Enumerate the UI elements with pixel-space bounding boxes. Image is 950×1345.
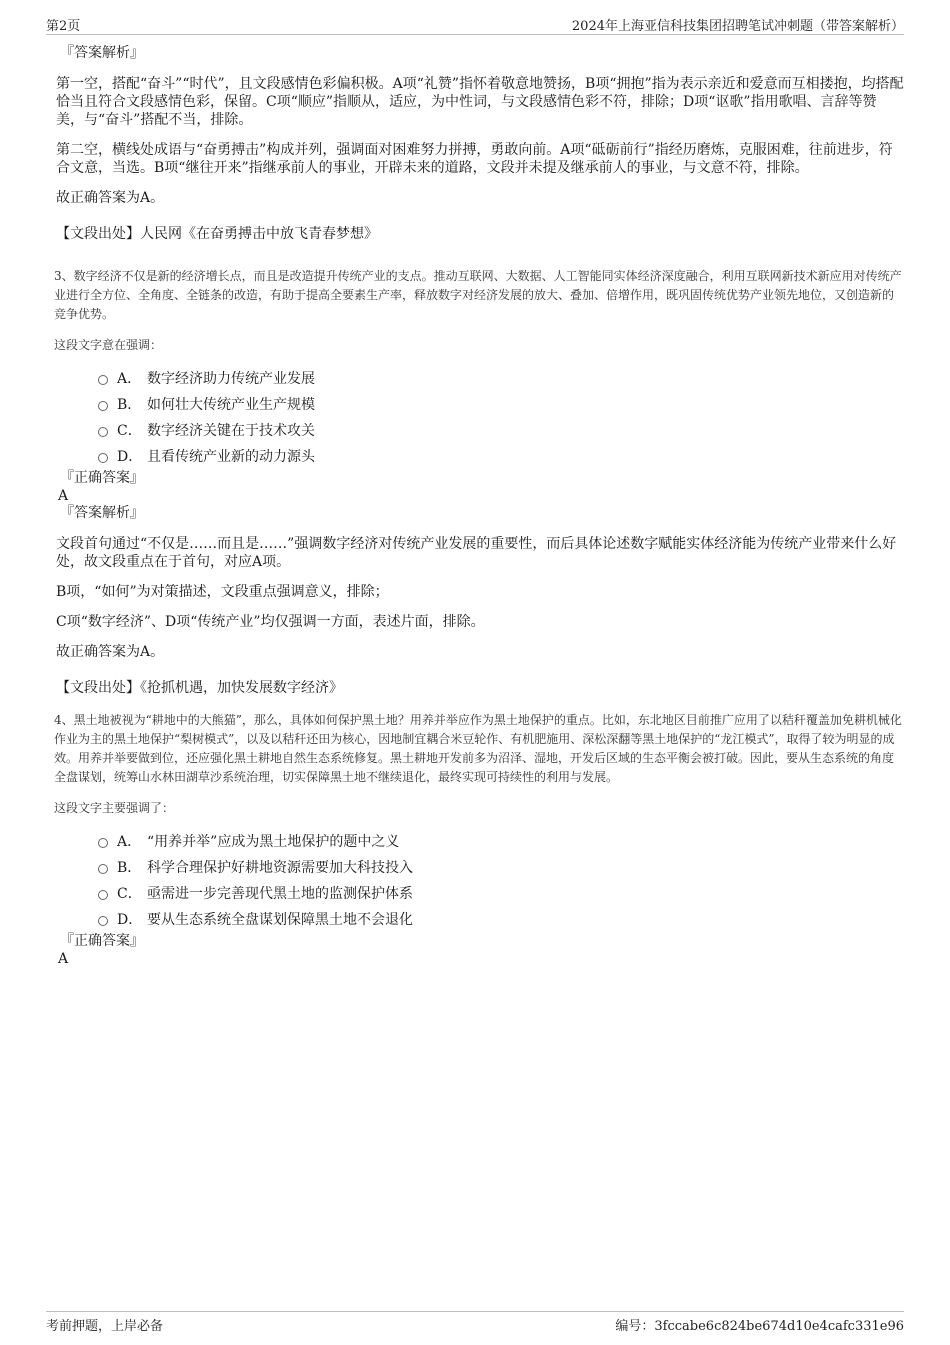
answer-label: 『正确答案』	[60, 933, 144, 949]
radio-icon[interactable]	[98, 401, 108, 411]
page-content	[56, 44, 904, 967]
page-number: 第2页	[46, 19, 81, 34]
option-b[interactable]: B． 科学合理保护好耕地资源需要加大科技投入	[98, 854, 904, 880]
analysis-paragraph: C项“数字经济”、D项“传统产业”均仅强调一方面，表述片面，排除。	[56, 614, 485, 630]
correct-answer: A	[58, 951, 69, 967]
analysis-paragraph: B项，“如何”为对策描述，文段重点强调意义，排除；	[56, 584, 389, 600]
page-header	[46, 14, 904, 35]
analysis-paragraph: 第一空，搭配“奋斗”“时代”，且文段感情色彩偏积极。A项“礼赞”指怀着敬意地赞扬，B项“拥抱”指为表示亲近和爱意而互相搂抱，均搭配恰当且符合文段感情色彩，保留。C项“顺应”指顺从，适应，为中性词，与文段感情色彩不符，排除；D项“讴歌”指用歌唱、言辞等赞美，与“奋斗”搭配不当，排除。	[56, 76, 904, 128]
analysis-paragraph: 文段首句通过“不仅是……而且是……”强调数字经济对传统产业发展的重要性，而后具体论述数字赋能实体经济能为传统产业带来什么好处，故文段重点在于首句，对应A项。	[56, 536, 897, 570]
option-list	[98, 365, 904, 469]
radio-icon[interactable]	[98, 838, 108, 848]
footer-slogan: 考前押题，上岸必备	[46, 1319, 164, 1334]
document-title: 2024年上海亚信科技集团招聘笔试冲刺题（带答案解析）	[571, 19, 904, 34]
option-d[interactable]: D． 且看传统产业新的动力源头	[98, 443, 904, 469]
option-d[interactable]: D． 要从生态系统全盘谋划保障黑土地不会退化	[98, 906, 904, 932]
question-prompt: 这段文字主要强调了：	[54, 801, 175, 815]
radio-icon[interactable]	[98, 375, 108, 385]
page-footer	[46, 1311, 904, 1332]
option-c[interactable]: C． 数字经济关键在于技术攻关	[98, 417, 904, 443]
document-id: 编号：3fccabe6c824be674d10e4cafc331e96	[615, 1319, 904, 1334]
radio-icon[interactable]	[98, 916, 108, 926]
source-citation: 【文段出处】人民网《在奋勇搏击中放飞青春梦想》	[56, 226, 378, 242]
radio-icon[interactable]	[98, 453, 108, 463]
option-b[interactable]: B． 如何壮大传统产业生产规模	[98, 391, 904, 417]
radio-icon[interactable]	[98, 427, 108, 437]
radio-icon[interactable]	[98, 864, 108, 874]
option-c[interactable]: C． 亟需进一步完善现代黑土地的监测保护体系	[98, 880, 904, 906]
option-list	[98, 828, 904, 932]
conclusion: 故正确答案为A。	[56, 644, 165, 660]
analysis-label: 『答案解析』	[60, 505, 144, 521]
radio-icon[interactable]	[98, 890, 108, 900]
question-stem: 3、数字经济不仅是新的经济增长点，而且是改造提升传统产业的支点。推动互联网、大数据、人工智能同实体经济深度融合，利用互联网新技术新应用对传统产业进行全方位、全角度、全链条的改造，有助于提高全要素生产率，释放数字对经济发展的放大、叠加、倍增作用，既巩固传统优势产业领先地位，又创造新的竞争优势。	[54, 269, 902, 321]
question-prompt: 这段文字意在强调：	[54, 338, 163, 352]
analysis-label: 『答案解析』	[60, 45, 144, 61]
option-a[interactable]: A． 数字经济助力传统产业发展	[98, 365, 904, 391]
analysis-paragraph: 第二空，横线处成语与“奋勇搏击”构成并列，强调面对困难努力拼搏，勇敢向前。A项“砥砺前行”指经历磨炼，克服困难，往前进步，符合文意，当选。B项“继往开来”指继承前人的事业，开辟未来的道路，文段并未提及继承前人的事业，与文意不符，排除。	[56, 142, 893, 176]
question-stem: 4、黑土地被视为“耕地中的大熊猫”，那么，具体如何保护黑土地？用养并举应作为黑土地保护的重点。比如，东北地区目前推广应用了以秸秆覆盖加免耕机械化作业为主的黑土地保护“梨树模式”，以及以秸秆还田为核心，因地制宜耦合米豆轮作、有机肥施用、深松深翻等黑土地保护的“龙江模式”，取得了较为明显的成效。用养并举要做到位，还应强化黑土耕地自然生态系统修复。黑土耕地开发前多为沼泽、湿地，开发后区域的生态平衡会被打破。因此，要从生态系统的角度全盘谋划，统筹山水林田湖草沙系统治理，切实保障黑土地不继续退化，最终实现可持续性的利用与发展。	[54, 713, 902, 784]
answer-label: 『正确答案』	[60, 470, 144, 486]
correct-answer: A	[58, 488, 69, 504]
option-a[interactable]: A． “用养并举”应成为黑土地保护的题中之义	[98, 828, 904, 854]
conclusion: 故正确答案为A。	[56, 190, 165, 206]
source-citation: 【文段出处】《抢抓机遇，加快发展数字经济》	[56, 680, 343, 696]
